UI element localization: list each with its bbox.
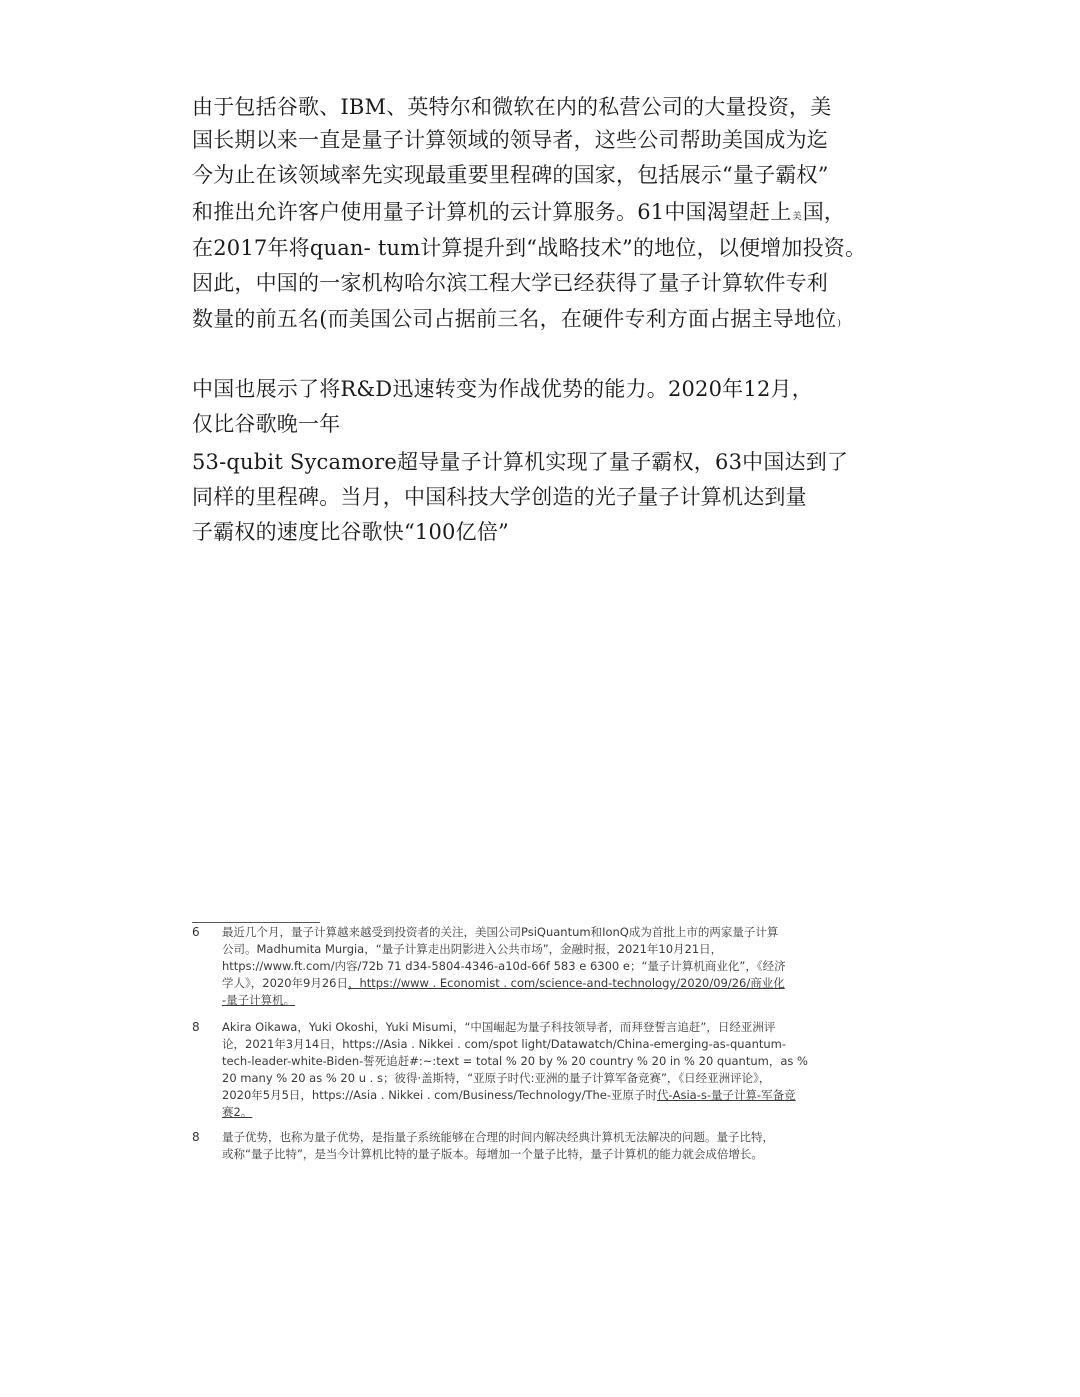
paragraph-2-line: 仅比谷歌晚一年 (192, 412, 341, 436)
paragraph-1-line: 在2017年将quan- tum计算提升到“战略技术”的地位，以便增加投资。 (192, 236, 867, 260)
paragraph-1-line (192, 197, 845, 232)
footnote-number: 8 (192, 1130, 200, 1144)
paragraph-2-line: 中国也展示了将R&D迅速转变为作战优势的能力。2020年12月， (192, 377, 813, 401)
paragraph-1-text: 国， (802, 200, 846, 224)
paragraph-1-line: 由于包括谷歌、IBM、英特尔和微软在内的私营公司的大量投资，美 (192, 95, 832, 119)
footnote-text: 学人》，2020年9月26日 (222, 976, 348, 990)
footnote-line: tech-leader-white-Biden-誓死追赶#:~:text = total % 20 by % 20 country % 20 in % 20 quantum，as % (222, 1054, 808, 1068)
footnote-line: 量子优势，也称为量子优势，是指量子系统能够在合理的时间内解决经典计算机无法解决的问题。量子比特， (222, 1130, 774, 1144)
footnote-link[interactable]: ，https://www . Economist . com/science-and-technology/2020/09/26/商业化 (347, 976, 785, 990)
footnote-line: 或称“量子比特”，是当今计算机比特的量子版本。每增加一个量子比特，量子计算机的能力就会成倍增长。 (222, 1147, 763, 1161)
footnote-line (222, 975, 785, 991)
footnote-line (222, 1087, 796, 1103)
paragraph-1-line (192, 304, 842, 339)
paragraph-2-line: 53-qubit Sycamore超导量子计算机实现了量子霸权，63中国达到了 (192, 450, 849, 474)
footnote-divider (192, 922, 320, 923)
footnote-line: -量子计算机。 (222, 993, 296, 1007)
paragraph-1-line: 因此，中国的一家机构哈尔滨工程大学已经获得了量子计算软件专利 (192, 271, 828, 295)
closing-paren: ) (837, 319, 842, 329)
footnote-link[interactable]: 代-Asia-s-量子计算-军备竞 (656, 1088, 796, 1102)
footnote-number: 8 (192, 1020, 200, 1034)
superscript-mark: 美 (792, 212, 802, 222)
paragraph-1-line: 国长期以来一直是量子计算领域的领导者，这些公司帮助美国成为迄 (192, 128, 828, 152)
footnote-line: Akira Oikawa，Yuki Okoshi，Yuki Misumi，“中国崛起为量子科技领导者，而拜登誓言追赶”，日经亚洲评 (222, 1020, 776, 1034)
footnote-text: 2020年5月5日，https://Asia . Nikkei . com/Business/Technology/The-亚原子时 (222, 1088, 657, 1102)
paragraph-1-text: 数量的前五名(而美国公司占据前三名，在硬件专利方面占据主导地位 (192, 307, 837, 331)
footnote-line: 公司。Madhumita Murgia，“量子计算走出阴影进入公共市场”，金融时报，2021年10月21日， (222, 942, 723, 956)
footnote-line: 赛2。 (222, 1105, 253, 1119)
footnote-line: https://www.ft.com/内容/72b 71 d34-5804-4346-a10d-66f 583 e 6300 e；“量子计算机商业化”，《经济 (222, 959, 786, 973)
paragraph-1-line: 今为止在该领域率先实现最重要里程碑的国家，包括展示“量子霸权” (192, 163, 829, 187)
footnote-number: 6 (192, 925, 200, 939)
footnote-line: 20 many % 20 as % 20 u . s；彼得·盖斯特，“亚原子时代:亚洲的量子计算军备竞赛”，《日经亚洲评论》， (222, 1071, 771, 1085)
paragraph-1-text: 和推出允许客户使用量子计算机的云计算服务。61中国渴望赶上 (192, 200, 792, 224)
footnote-line: 最近几个月，量子计算越来越受到投资者的关注，美国公司PsiQuantum和IonQ成为首批上市的两家量子计算 (222, 925, 779, 939)
paragraph-2-line: 同样的里程碑。当月，中国科技大学创造的光子量子计算机达到量 (192, 485, 807, 509)
paragraph-2-line: 子霸权的速度比谷歌快“100亿倍” (192, 520, 509, 544)
footnote-line: 论，2021年3月14日，https://Asia . Nikkei . com/spot light/Datawatch/China-emerging-as-quantum- (222, 1037, 787, 1051)
